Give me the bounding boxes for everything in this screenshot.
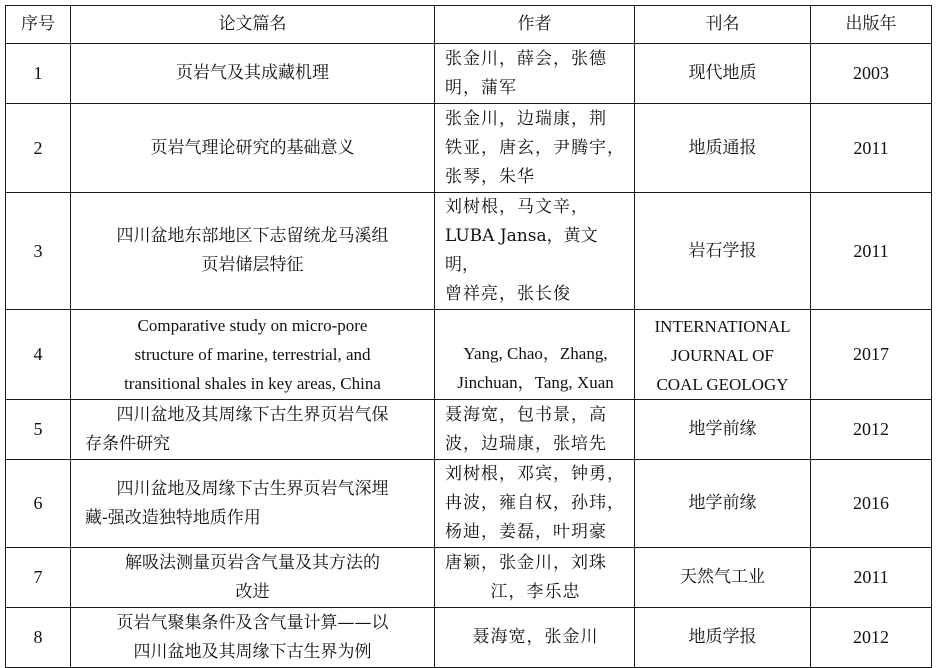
author-line: Jinchuan，Tang, Xuan bbox=[457, 373, 614, 392]
cell-title bbox=[71, 193, 435, 310]
table-row bbox=[6, 310, 932, 400]
header-title: 论文篇名 bbox=[71, 6, 435, 44]
cell-index: 2 bbox=[6, 104, 71, 193]
title-line: 页岩气聚集条件及含气量计算——以 bbox=[116, 612, 389, 633]
cell-index: 8 bbox=[6, 608, 71, 668]
cell-year: 2011 bbox=[811, 104, 932, 193]
title-line: 四川盆地东部地区下志留统龙马溪组 bbox=[116, 226, 389, 246]
cell-journal bbox=[635, 44, 811, 104]
cell-year: 2016 bbox=[811, 460, 932, 548]
cell-journal bbox=[635, 310, 811, 400]
cell-journal bbox=[635, 400, 811, 460]
cell-title bbox=[71, 104, 435, 193]
title-line: 解吸法测量页岩含气量及其方法的 bbox=[125, 552, 380, 573]
table-row bbox=[6, 608, 932, 668]
cell-index: 3 bbox=[6, 193, 71, 310]
author-line: 唐颖，张金川，刘珠 bbox=[445, 552, 607, 573]
cell-authors bbox=[435, 548, 635, 608]
cell-year: 2011 bbox=[811, 548, 932, 608]
author-line: 江，李乐忠 bbox=[490, 581, 581, 602]
journal-line: INTERNATIONAL bbox=[654, 317, 791, 336]
header-year: 出版年 bbox=[811, 6, 932, 44]
cell-title bbox=[71, 460, 435, 548]
author-line: 刘树根，邓宾，钟勇， bbox=[445, 464, 625, 484]
author-line: 杨迪，姜磊，叶玥豪 bbox=[445, 522, 607, 542]
table-row bbox=[6, 548, 932, 608]
title-line: Comparative study on micro-pore bbox=[137, 316, 368, 335]
author-line: 张琴，朱华 bbox=[445, 166, 535, 187]
cell-authors bbox=[435, 400, 635, 460]
title-line: structure of marine, terrestrial, and bbox=[134, 345, 371, 364]
cell-authors bbox=[435, 310, 635, 400]
journal-line: 地学前缘 bbox=[688, 419, 757, 439]
table-row bbox=[6, 104, 932, 193]
title-line: 页岩气及其成藏机理 bbox=[176, 63, 329, 83]
cell-authors bbox=[435, 104, 635, 193]
table-row bbox=[6, 44, 932, 104]
cell-title bbox=[71, 548, 435, 608]
cell-index: 7 bbox=[6, 548, 71, 608]
cell-year: 2011 bbox=[811, 193, 932, 310]
cell-journal bbox=[635, 548, 811, 608]
journal-line: 天然气工业 bbox=[680, 567, 765, 587]
title-line: 改进 bbox=[235, 581, 270, 602]
author-line: 张金川，薛会，张德 bbox=[445, 48, 607, 69]
cell-title bbox=[71, 310, 435, 400]
author-line: 张金川，边瑞康，荆 bbox=[445, 108, 607, 129]
papers-table bbox=[5, 5, 932, 668]
header-journal: 刊名 bbox=[635, 6, 811, 44]
author-line: LUBA Jansa，黄文明， bbox=[445, 226, 598, 275]
journal-line: 岩石学报 bbox=[688, 240, 757, 261]
cell-index: 1 bbox=[6, 44, 71, 104]
table-row bbox=[6, 460, 932, 548]
cell-authors bbox=[435, 460, 635, 548]
title-line: 四川盆地及周缘下古生界页岩气深埋 bbox=[116, 478, 389, 499]
cell-authors bbox=[435, 44, 635, 104]
header-index: 序号 bbox=[6, 6, 71, 44]
journal-line: 现代地质 bbox=[688, 63, 757, 83]
cell-index: 5 bbox=[6, 400, 71, 460]
title-line: 页岩储层特征 bbox=[201, 255, 304, 275]
cell-year: 2012 bbox=[811, 608, 932, 668]
cell-title bbox=[71, 44, 435, 104]
author-line: 明，蒲军 bbox=[445, 77, 517, 98]
cell-journal bbox=[635, 460, 811, 548]
title-line: 存条件研究 bbox=[85, 433, 170, 454]
cell-year: 2012 bbox=[811, 400, 932, 460]
header-authors: 作者 bbox=[435, 6, 635, 44]
cell-index: 4 bbox=[6, 310, 71, 400]
author-line: 波，边瑞康，张培先 bbox=[445, 433, 607, 454]
title-line: transitional shales in key areas, China bbox=[124, 374, 381, 393]
papers-table-container bbox=[5, 5, 931, 668]
journal-line: 地学前缘 bbox=[688, 493, 757, 513]
cell-title bbox=[71, 608, 435, 668]
cell-title bbox=[71, 400, 435, 460]
cell-journal bbox=[635, 193, 811, 310]
cell-index: 6 bbox=[6, 460, 71, 548]
table-row bbox=[6, 400, 932, 460]
cell-authors bbox=[435, 608, 635, 668]
journal-line: 地质通报 bbox=[688, 137, 757, 158]
cell-journal bbox=[635, 608, 811, 668]
author-line: 聂海宽，包书景，高 bbox=[445, 404, 607, 425]
title-line: 页岩气理论研究的基础意义 bbox=[150, 137, 355, 158]
author-line: 聂海宽，张金川 bbox=[472, 627, 599, 647]
table-row bbox=[6, 193, 932, 310]
header-row bbox=[6, 6, 932, 44]
cell-journal bbox=[635, 104, 811, 193]
author-line: 冉波，雍自权，孙玮， bbox=[445, 493, 625, 513]
author-line: Yang, Chao，Zhang, bbox=[463, 344, 608, 363]
author-line: 曾祥亮，张长俊 bbox=[445, 284, 571, 304]
author-line: 刘树根，马文辛， bbox=[445, 197, 589, 217]
title-line: 四川盆地及其周缘下古生界页岩气保 bbox=[116, 404, 389, 425]
cell-authors bbox=[435, 193, 635, 310]
journal-line: 地质学报 bbox=[688, 627, 757, 647]
journal-line: JOURNAL OF bbox=[671, 346, 774, 365]
cell-year: 2003 bbox=[811, 44, 932, 104]
cell-year: 2017 bbox=[811, 310, 932, 400]
author-line: 铁亚，唐玄，尹腾宇， bbox=[445, 137, 625, 158]
journal-line: COAL GEOLOGY bbox=[656, 375, 789, 394]
title-line: 四川盆地及其周缘下古生界为例 bbox=[133, 641, 372, 662]
title-line: 藏-强改造独特地质作用 bbox=[85, 507, 261, 528]
